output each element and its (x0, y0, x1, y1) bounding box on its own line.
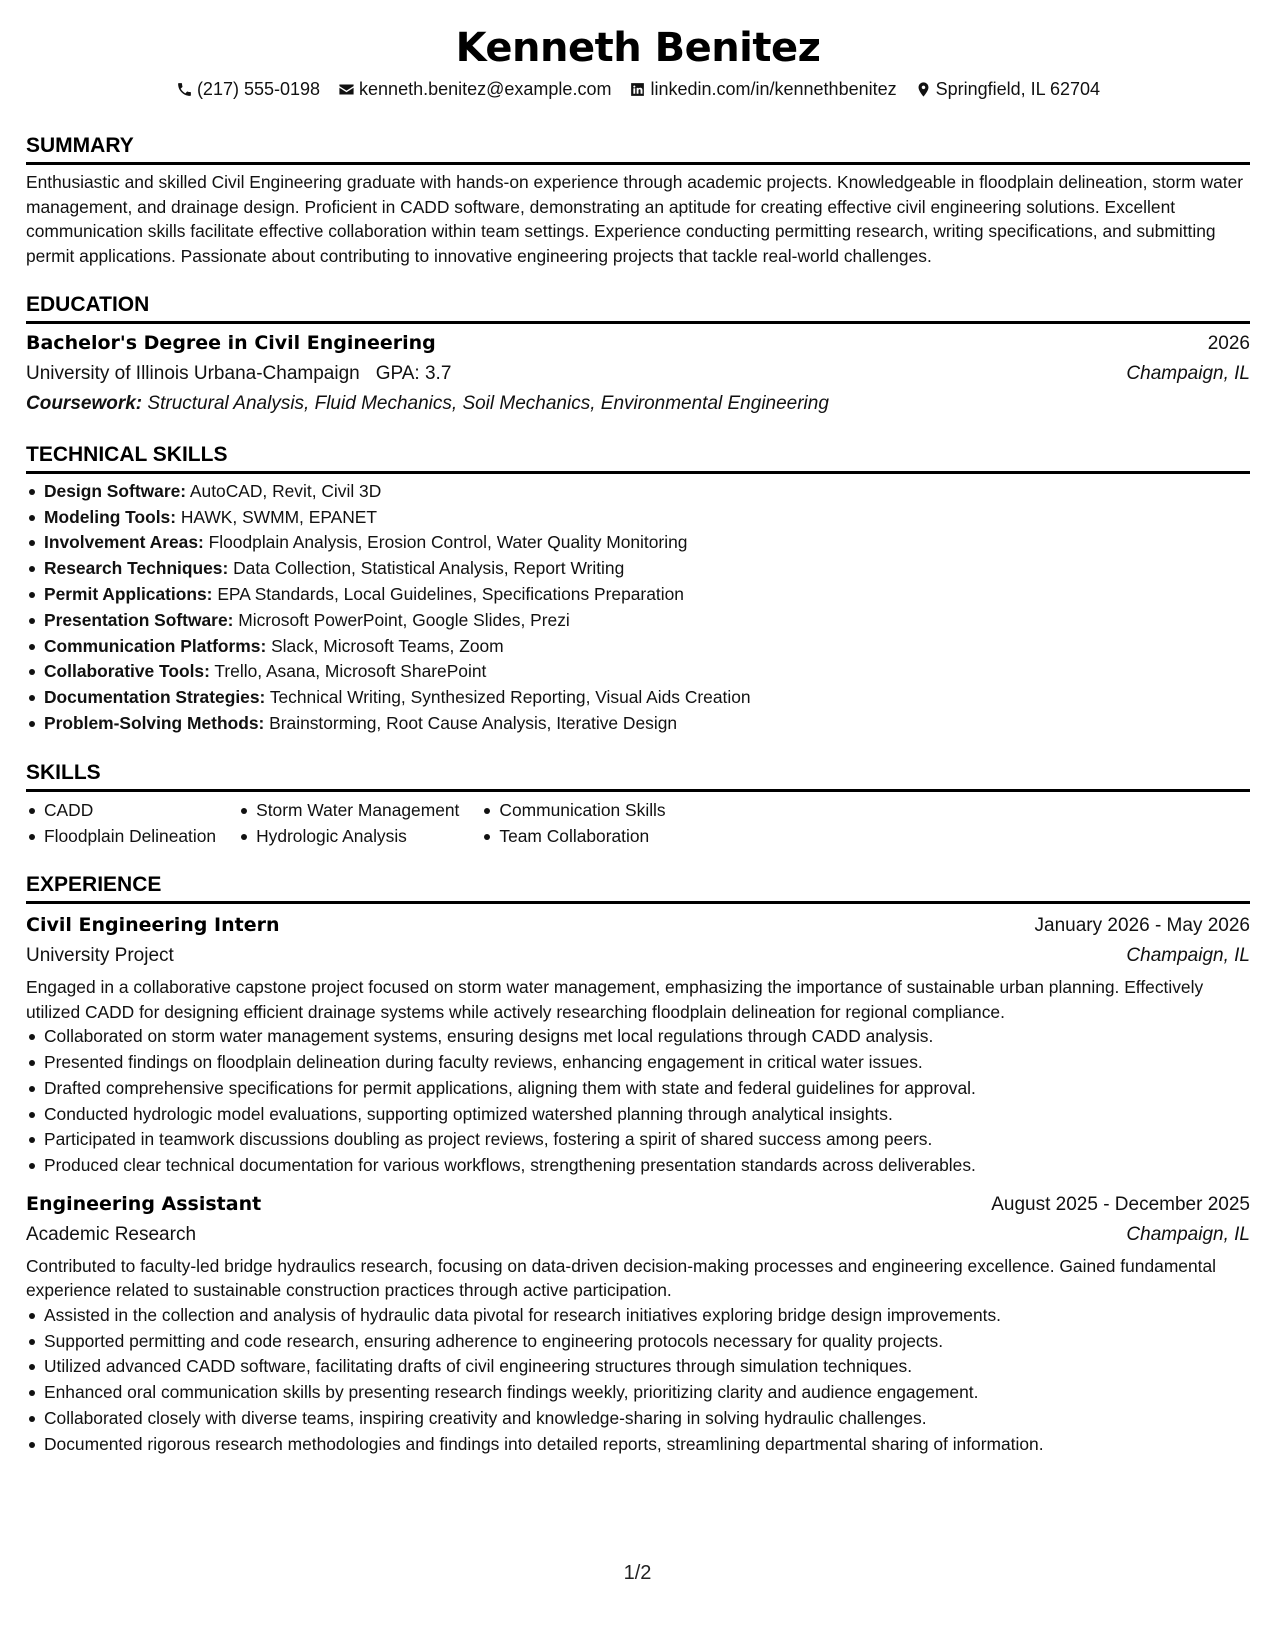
list-item (26, 556, 1250, 582)
phone-icon (176, 81, 193, 98)
linkedin-text: linkedin.com/in/kennethbenitez (650, 79, 897, 99)
job-header-row (26, 910, 1250, 941)
location-text: Springfield, IL 62704 (935, 79, 1101, 99)
list-item (26, 659, 1250, 685)
list-item: Assisted in the collection and analysis of hydraulic data pivotal for research initiatives exploring bridge design improvements. (26, 1303, 1250, 1329)
job-entry (26, 910, 1250, 1179)
job-org: University Project (26, 945, 174, 967)
list-item: Utilized advanced CADD software, facilitating drafts of civil engineering structures through simulation techniques. (26, 1354, 1250, 1380)
list-item: Produced clear technical documentation for various workflows, strengthening presentation standards across deliverables. (26, 1153, 1250, 1179)
job-bullets (26, 1303, 1250, 1458)
map-pin-icon (915, 81, 932, 98)
job-dates: August 2025 - December 2025 (991, 1193, 1250, 1215)
list-item: Conducted hydrologic model evaluations, supporting optimized watershed planning through analytical insights. (26, 1102, 1250, 1128)
job-description: Contributed to faculty-led bridge hydraulics research, focusing on data-driven decision-making processes and engineering excellence. Gained fundamental experience related to sustainable construction practices through active participation. (26, 1255, 1217, 1301)
job-org-row (26, 941, 1250, 971)
job-location: Champaign, IL (1126, 945, 1250, 967)
skills-column (481, 798, 687, 850)
skill-label: Research Techniques: (44, 558, 229, 579)
skill-value: AutoCAD, Revit, Civil 3D (189, 480, 382, 501)
skill-value: Data Collection, Statistical Analysis, Report Writing (233, 558, 625, 579)
section-title: SKILLS (26, 759, 1250, 792)
contact-bar (26, 76, 1250, 102)
summary-text: Enthusiastic and skilled Civil Engineering graduate with hands-on experience through academic projects. Knowledgeable in floodplain delineation, storm water management, and drainage design. Proficient in CADD software, demonstrating an aptitude for creating effective civil engineering solutions. Excellent communication skills facilitate effective collaboration within team settings. Experience conducting permitting research, writing specifications, and submitting permit applications. Passionate about contributing to innovative engineering projects that tackle real-world challenges. (26, 172, 1244, 267)
degree-title: Bachelor's Degree in Civil Engineering (26, 331, 436, 354)
list-item: Collaborated on storm water management systems, ensuring designs met local regulations through CADD analysis. (26, 1024, 1250, 1050)
list-item (26, 685, 1250, 711)
list-item: Collaborated closely with diverse teams, inspiring creativity and knowledge-sharing in solving hydraulic challenges. (26, 1406, 1250, 1432)
candidate-name: Kenneth Benitez (455, 25, 821, 71)
skill-value: Floodplain Analysis, Erosion Control, Water Quality Monitoring (208, 532, 688, 553)
job-bullets (26, 1024, 1250, 1179)
education-header-row (26, 328, 1250, 359)
job-org-row (26, 1220, 1250, 1250)
skills-section (26, 759, 1250, 850)
page-number: 1/2 (623, 1562, 652, 1584)
skills-grid (26, 798, 1250, 850)
school-name: University of Illinois Urbana-Champaign (26, 362, 360, 384)
list-item: Storm Water Management (238, 798, 481, 824)
skill-value: EPA Standards, Local Guidelines, Specifications Preparation (217, 584, 684, 604)
job-org: Academic Research (26, 1223, 197, 1245)
linkedin-icon (629, 81, 646, 98)
list-item (26, 634, 1250, 660)
coursework-label: Coursework: (26, 392, 143, 414)
skills-column (26, 798, 238, 850)
contact-linkedin[interactable] (629, 76, 896, 102)
technical-skills-list (26, 479, 1250, 737)
graduation-year: 2026 (1207, 332, 1250, 354)
skill-value: HAWK, SWMM, EPANET (180, 506, 378, 527)
list-item: Floodplain Delineation (26, 824, 238, 850)
list-item (26, 608, 1250, 634)
experience-section (26, 871, 1250, 1457)
skill-label: Design Software: (44, 480, 187, 501)
skill-value: Technical Writing, Synthesized Reporting, Visual Aids Creation (269, 687, 751, 708)
list-item: Hydrologic Analysis (238, 824, 481, 850)
job-dates: January 2026 - May 2026 (1034, 915, 1250, 937)
section-title: TECHNICAL SKILLS (26, 441, 1250, 474)
school-line (26, 359, 451, 389)
gpa: GPA: 3.7 (375, 362, 452, 384)
job-header-row (26, 1189, 1250, 1220)
section-title: SUMMARY (26, 132, 1250, 165)
summary-section (26, 132, 1250, 269)
email-text: kenneth.benitez@example.com (359, 79, 612, 99)
list-item (26, 479, 1250, 505)
skill-label: Involvement Areas: (44, 532, 204, 553)
list-item: Communication Skills (481, 798, 687, 824)
technical-skills-section (26, 441, 1250, 737)
list-item: Presented findings on floodplain delineation during faculty reviews, enhancing engagement in critical water issues. (26, 1050, 1250, 1076)
job-description: Engaged in a collaborative capstone project focused on storm water management, emphasizing the importance of sustainable urban planning. Effectively utilized CADD for designing efficient drainage systems while actively researching floodplain delineation for regional compliance. (26, 977, 1204, 1022)
list-item: Drafted comprehensive specifications for permit applications, aligning them with state and federal guidelines for approval. (26, 1076, 1250, 1102)
envelope-icon (338, 81, 355, 98)
coursework-line (26, 389, 1250, 419)
skills-column (238, 798, 481, 850)
contact-phone (176, 76, 320, 102)
list-item: Documented rigorous research methodologies and findings into detailed reports, streamlining departmental sharing of information. (26, 1432, 1250, 1458)
list-item: Participated in teamwork discussions doubling as project reviews, fostering a spirit of shared success among peers. (26, 1127, 1250, 1153)
contact-location (915, 76, 1100, 102)
skill-value: Brainstorming, Root Cause Analysis, Iterative Design (269, 712, 678, 733)
school-location: Champaign, IL (1126, 362, 1250, 384)
list-item (26, 530, 1250, 556)
job-entry (26, 1189, 1250, 1458)
skill-value: Slack, Microsoft Teams, Zoom (271, 635, 504, 656)
skill-label: Documentation Strategies: (44, 687, 266, 708)
skill-label: Presentation Software: (44, 609, 234, 630)
skill-label: Modeling Tools: (44, 506, 177, 527)
resume-page (26, 22, 1250, 1458)
job-title: Civil Engineering Intern (26, 914, 280, 937)
skill-label: Communication Platforms: (44, 635, 267, 656)
skill-label: Problem-Solving Methods: (44, 712, 265, 733)
job-title: Engineering Assistant (26, 1192, 262, 1215)
skill-label: Collaborative Tools: (44, 661, 210, 682)
skill-value: Trello, Asana, Microsoft SharePoint (214, 661, 487, 682)
coursework-list: Structural Analysis, Fluid Mechanics, Soil Mechanics, Environmental Engineering (147, 392, 829, 414)
skill-value: Microsoft PowerPoint, Google Slides, Prezi (238, 609, 570, 630)
skill-label: Permit Applications: (44, 584, 213, 604)
contact-email[interactable] (338, 76, 611, 102)
list-item (26, 505, 1250, 531)
education-school-row (26, 359, 1250, 389)
list-item (26, 582, 1250, 608)
list-item: Supported permitting and code research, ensuring adherence to engineering protocols necessary for quality projects. (26, 1329, 1250, 1355)
list-item: CADD (26, 798, 238, 824)
section-title: EDUCATION (26, 291, 1250, 324)
education-section (26, 291, 1250, 419)
job-location: Champaign, IL (1126, 1223, 1250, 1245)
section-title: EXPERIENCE (26, 871, 1250, 904)
phone-text: (217) 555-0198 (196, 79, 321, 99)
list-item: Team Collaboration (481, 824, 687, 850)
list-item (26, 711, 1250, 737)
list-item: Enhanced oral communication skills by presenting research findings weekly, prioritizing clarity and audience engagement. (26, 1380, 1250, 1406)
